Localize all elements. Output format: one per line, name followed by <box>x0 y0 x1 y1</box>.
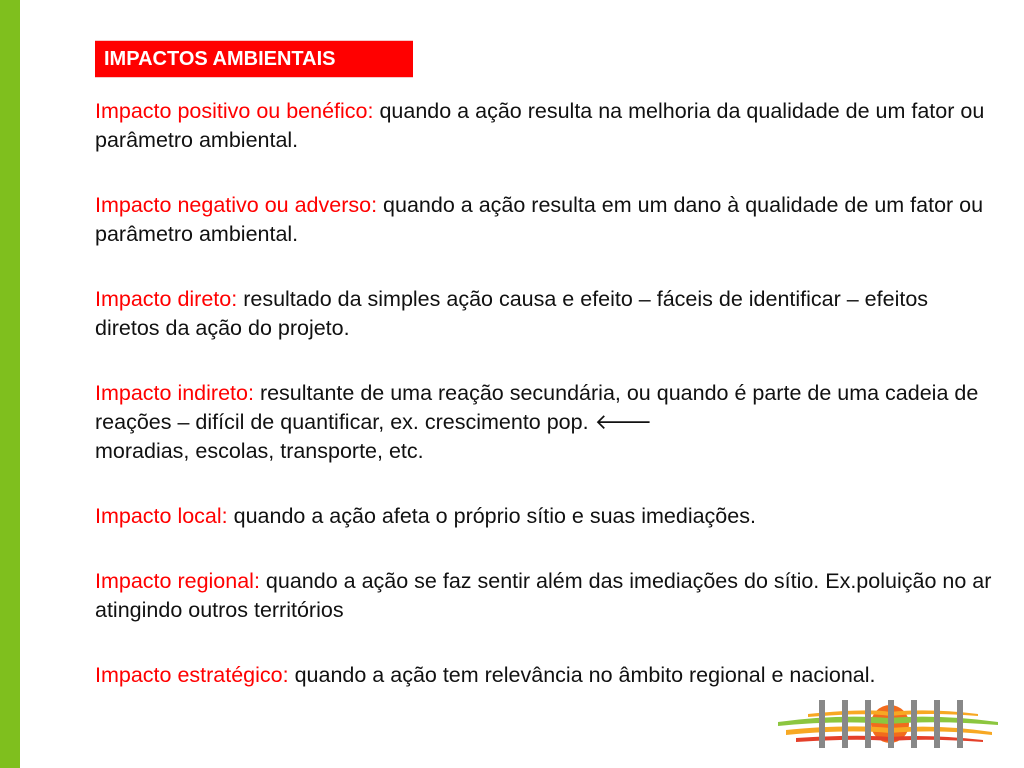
item-term: Impacto indireto: <box>95 381 254 405</box>
item-text: resultado da simples ação causa e efeito – fáceis de identificar – efeitos diretos da ação do projeto. <box>95 287 929 340</box>
item-term: Impacto positivo ou benéfico: <box>95 99 374 123</box>
item-indirect <box>95 379 995 466</box>
title-box <box>95 40 413 78</box>
item-text-continued: moradias, escolas, transporte, etc. <box>95 439 424 463</box>
item-text: quando a ação resulta em um dano à qualidade de um fator ou parâmetro ambiental. <box>95 193 984 246</box>
item-term: Impacto local: <box>95 504 228 528</box>
item-term: Impacto estratégico: <box>95 663 289 687</box>
item-positive <box>95 97 995 155</box>
item-text: resultante de uma reação secundária, ou quando é parte de uma cadeia de reações – difícil de quantificar, ex. crescimento pop. <box>95 381 979 434</box>
item-direct <box>95 285 995 343</box>
arrow-left-icon: 🡐 <box>594 410 653 434</box>
item-term: Impacto negativo ou adverso: <box>95 193 378 217</box>
item-term: Impacto regional: <box>95 569 260 593</box>
item-negative <box>95 191 995 249</box>
left-accent-bar <box>0 0 20 768</box>
item-term: Impacto direto: <box>95 287 238 311</box>
item-text: quando a ação afeta o próprio sítio e suas imediações. <box>233 504 756 528</box>
slide-title: IMPACTOS AMBIENTAIS <box>104 48 336 70</box>
content-list <box>95 97 995 726</box>
item-regional <box>95 567 995 625</box>
item-text: quando a ação se faz sentir além das imediações do sítio. Ex.poluição no ar atingindo outros territórios <box>95 569 992 622</box>
item-local <box>95 502 995 531</box>
item-text: quando a ação resulta na melhoria da qualidade de um fator ou parâmetro ambiental. <box>95 99 985 152</box>
sunset-fence-logo-icon <box>778 694 998 754</box>
item-strategic <box>95 661 995 690</box>
item-text: quando a ação tem relevância no âmbito regional e nacional. <box>294 663 876 687</box>
